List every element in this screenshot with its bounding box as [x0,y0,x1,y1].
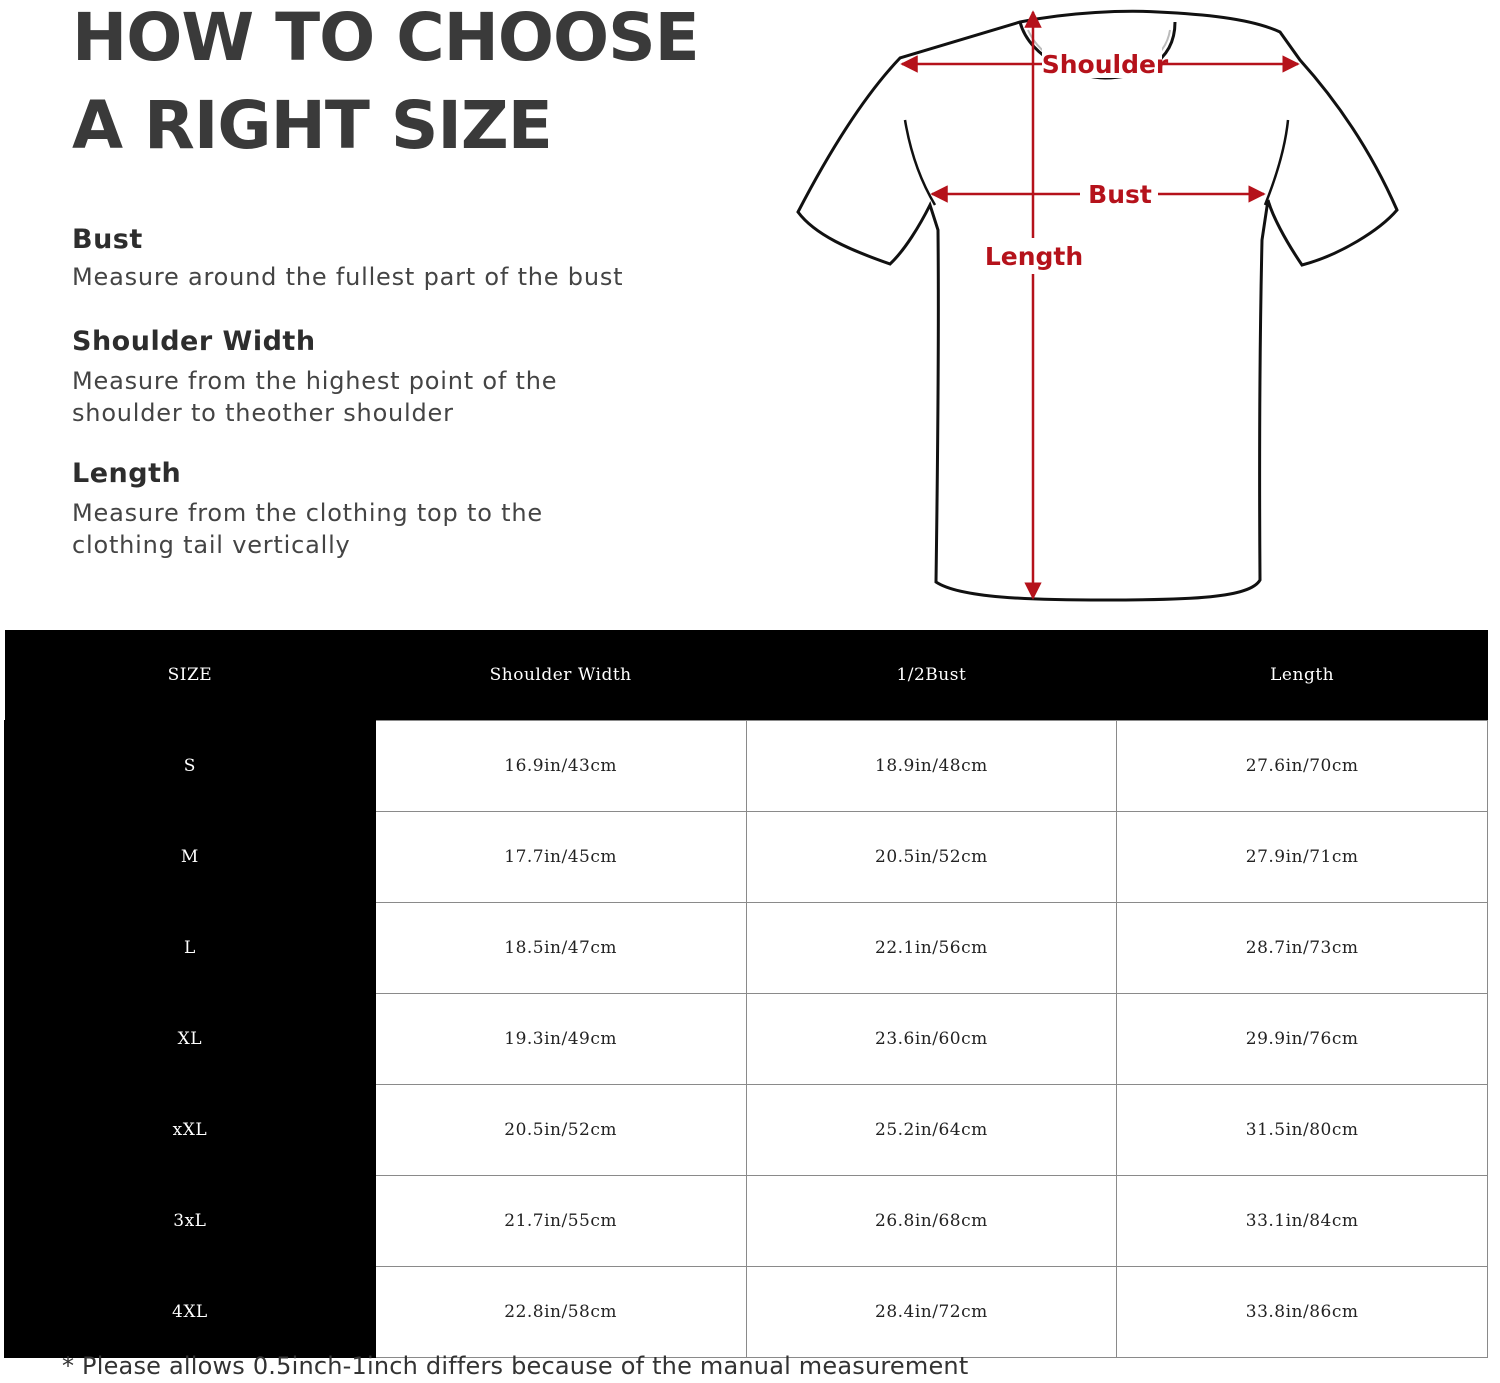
table-row [5,903,1488,994]
length-cell: 27.6in/70cm [1117,721,1488,812]
length-cell: 31.5in/80cm [1117,1085,1488,1176]
header-half-bust: 1/2Bust [746,630,1117,721]
table-header-row [5,630,1488,721]
guide-length-desc-line2: clothing tail vertically [72,531,351,559]
shoulder-cell: 18.5in/47cm [375,903,746,994]
title-line-2: A RIGHT SIZE [72,87,552,164]
guide-shoulder [72,326,712,429]
guide-length-desc-line1: Measure from the clothing top to the [72,499,543,527]
shoulder-cell: 17.7in/45cm [375,812,746,903]
bust-cell: 22.1in/56cm [746,903,1117,994]
length-cell: 27.9in/71cm [1117,812,1488,903]
size-cell: L [5,903,376,994]
guide-bust [72,224,712,293]
length-cell: 33.1in/84cm [1117,1176,1488,1267]
size-cell: M [5,812,376,903]
bust-cell: 28.4in/72cm [746,1267,1117,1358]
table-row [5,812,1488,903]
guide-bust-desc: Measure around the fullest part of the bust [72,263,624,291]
guide-shoulder-desc-line2: shoulder to theother shoulder [72,399,454,427]
length-cell: 28.7in/73cm [1117,903,1488,994]
guide-length [72,458,712,561]
size-chart-table [4,630,1488,1358]
bust-cell: 18.9in/48cm [746,721,1117,812]
bust-cell: 20.5in/52cm [746,812,1117,903]
bust-cell: 25.2in/64cm [746,1085,1117,1176]
length-label: Length [984,242,1084,271]
guide-length-title: Length [72,458,182,489]
guide-shoulder-desc [72,365,712,429]
size-cell: 3xL [5,1176,376,1267]
header-shoulder-width: Shoulder Width [375,630,746,721]
size-cell: xXL [5,1085,376,1176]
shoulder-cell: 20.5in/52cm [375,1085,746,1176]
bust-label: Bust [1088,180,1152,209]
length-cell: 29.9in/76cm [1117,994,1488,1085]
measurement-note: * Please allows 0.5inch-1inch differs because of the manual measurement [62,1352,969,1380]
guide-length-desc [72,497,712,561]
page-title [72,0,699,170]
bust-cell: 23.6in/60cm [746,994,1117,1085]
size-cell: 4XL [5,1267,376,1358]
table-row [5,1085,1488,1176]
tshirt-outline [798,11,1397,600]
tshirt-diagram [780,0,1420,610]
shoulder-cell: 22.8in/58cm [375,1267,746,1358]
table-row [5,994,1488,1085]
table-row [5,1267,1488,1358]
shoulder-cell: 19.3in/49cm [375,994,746,1085]
shoulder-label: Shoulder [1041,50,1169,79]
size-cell: S [5,721,376,812]
table-row [5,1176,1488,1267]
guide-bust-title: Bust [72,224,143,255]
bust-cell: 26.8in/68cm [746,1176,1117,1267]
length-cell: 33.8in/86cm [1117,1267,1488,1358]
guide-shoulder-desc-line1: Measure from the highest point of the [72,367,558,395]
header-size: SIZE [5,630,376,721]
table-row [5,721,1488,812]
guide-shoulder-title: Shoulder Width [72,326,316,357]
shoulder-cell: 16.9in/43cm [375,721,746,812]
shoulder-cell: 21.7in/55cm [375,1176,746,1267]
title-line-1: HOW TO CHOOSE [72,0,699,76]
header-length: Length [1117,630,1488,721]
size-cell: XL [5,994,376,1085]
